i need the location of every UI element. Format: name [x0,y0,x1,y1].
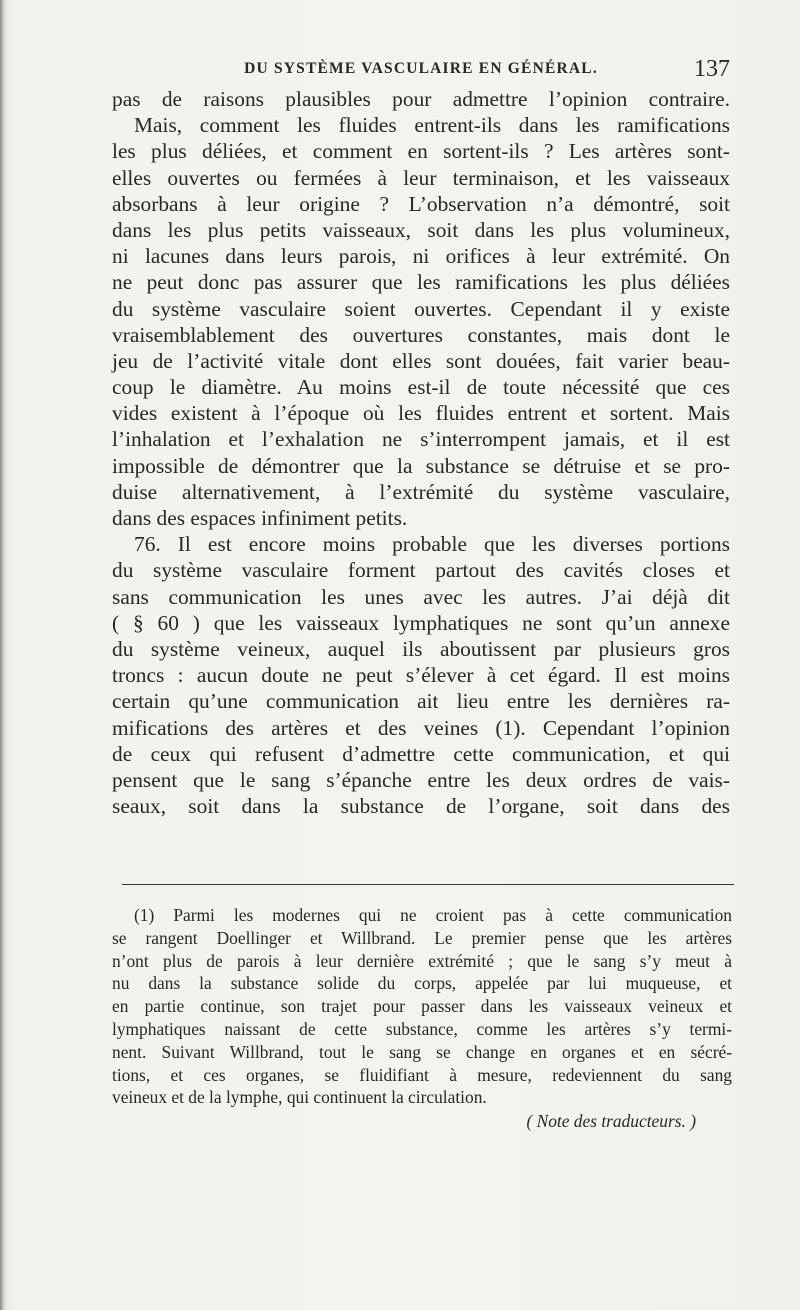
paragraph-76-start: 76. Il est encore moins probable que les diverses portions [134,532,730,557]
page-number: 137 [694,56,730,82]
footnote-line: nent. Suivant Willbrand, tout le sang se change en organes et en sécré- [112,1041,732,1062]
text-line: vraisemblablement des ouvertures constantes, mais dont le [112,322,730,347]
text-line: absorbans à leur origine ? L’observation n’a démontré, soit [112,191,730,216]
footnote-line: n’ont plus de parois à leur dernière extrémité ; que le sang s’y meut à [112,950,732,971]
text-line: pensent que le sang s’épanche entre les deux ordres de vais- [112,767,730,792]
running-head-title: DU SYSTÈME VASCULAIRE EN GÉNÉRAL. [244,60,598,77]
text-line: troncs : aucun doute ne peut s’élever à cet égard. Il est moins [112,663,730,688]
text-line: duise alternativement, à l’extrémité du système vasculaire, [112,479,730,504]
running-head [112,58,730,88]
text-line: pas de raisons plausibles pour admettre l’opinion contraire. [112,87,730,111]
footnote-separator [122,884,734,885]
main-text [112,86,730,819]
footnote [112,904,732,1133]
text-line: coup le diamètre. Au moins est-il de toute nécessité que ces [112,375,730,400]
footnote-line: veineux et de la lymphe, qui continuent la circulation. [112,1087,487,1108]
text-line: du système vasculaire soient ouvertes. Cependant il y existe [112,296,730,321]
text-line: certain qu’une communication ait lieu entre les dernières ra- [112,689,730,714]
text-line: seaux, soit dans la substance de l’organe, soit dans des [112,794,730,819]
footnote-line: nu dans la substance solide du corps, appelée par lui muqueuse, et [112,973,732,994]
text-line: impossible de démontrer que la substance se détruise et se pro- [112,453,730,478]
text-line: les plus déliées, et comment en sortent-ils ? Les artères sont- [112,139,730,164]
text-line: ne peut donc pas assurer que les ramifications les plus déliées [112,270,730,295]
footnote-line: en partie continue, son trajet pour passer dans les vaisseaux veineux et [112,996,732,1017]
text-line: ( § 60 ) que les vaisseaux lymphatiques ne sont qu’un annexe [112,610,730,635]
text-line: dans les plus petits vaisseaux, soit dans les plus volumineux, [112,217,730,242]
page-binding-edge [0,0,6,1310]
text-line: dans des espaces infiniment petits. [112,506,408,530]
text-line: vides existent à l’époque où les fluides entrent et sortent. Mais [112,401,730,426]
text-line: elles ouvertes ou fermées à leur terminaison, et les vaisseaux [112,165,730,190]
text-line: jeu de l’activité vitale dont elles sont douées, fait varier beau- [112,348,730,373]
text-line: de ceux qui refusent d’admettre cette communication, et qui [112,741,730,766]
footnote-line: tions, et ces organes, se fluidifiant à mesure, redeviennent du sang [112,1064,732,1085]
text-line: Mais, comment les fluides entrent-ils dans les ramifications [134,113,730,138]
footnote-line: (1) Parmi les modernes qui ne croient pas à cette communication [134,905,732,925]
text-line: l’inhalation et l’exhalation ne s’interrompent jamais, et il est [112,427,730,452]
text-line: sans communication les unes avec les autres. J’ai déjà dit [112,584,730,609]
footnote-signature: ( Note des traducteurs. ) [526,1111,696,1132]
text-line: ni lacunes dans leurs parois, ni orifices à leur extrémité. On [112,244,730,269]
text-line: du système veineux, auquel ils aboutissent par plusieurs gros [112,636,730,661]
footnote-line: se rangent Doellinger et Willbrand. Le premier pense que les artères [112,927,732,948]
text-line: mifications des artères et des veines (1). Cependant l’opinion [112,715,730,740]
footnote-line: lymphatiques naissant de cette substance, comme les artères s’y termi- [112,1018,732,1039]
text-line: du système vasculaire forment partout des cavités closes et [112,558,730,583]
